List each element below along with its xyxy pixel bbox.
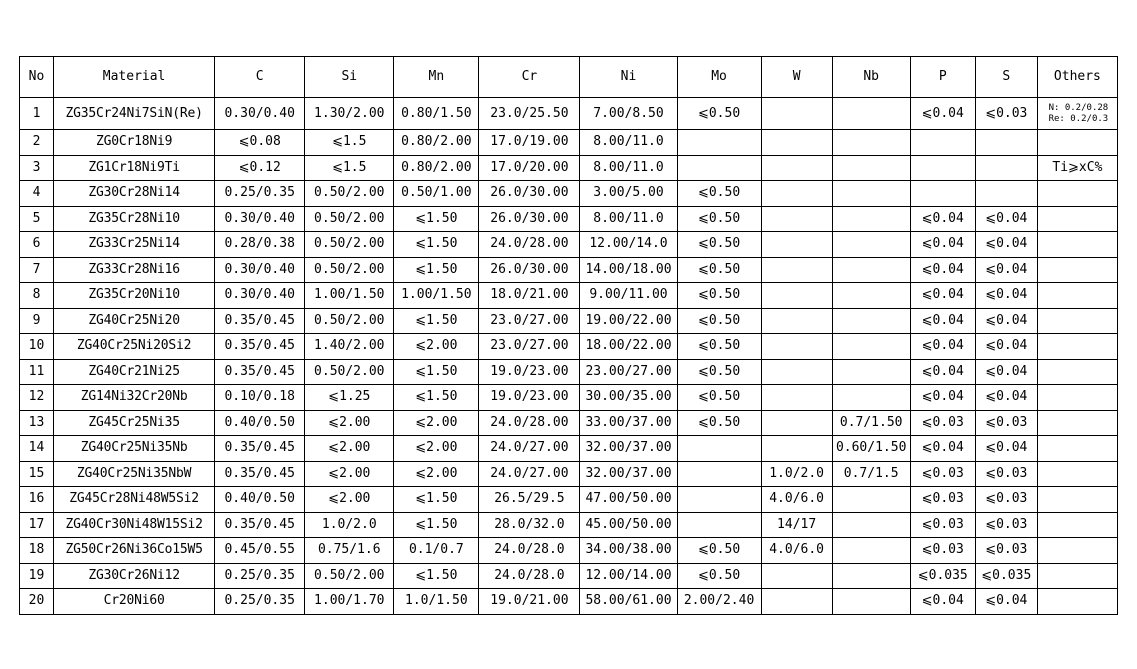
cell-ni: 12.00/14.0 — [580, 232, 677, 258]
cell-mo: ⩽0.50 — [677, 359, 761, 385]
table-row — [20, 130, 1118, 156]
cell-ni: 32.00/37.00 — [580, 436, 677, 462]
cell-no: 8 — [20, 283, 54, 309]
cell-s: ⩽0.04 — [975, 359, 1037, 385]
cell-mo: ⩽0.50 — [677, 308, 761, 334]
cell-others — [1037, 334, 1117, 360]
cell-mo — [677, 487, 761, 513]
cell-others — [1037, 181, 1117, 207]
cell-w — [761, 283, 832, 309]
cell-ni: 23.00/27.00 — [580, 359, 677, 385]
cell-cr: 19.0/23.00 — [479, 385, 580, 411]
cell-w — [761, 410, 832, 436]
cell-si: 1.00/1.50 — [305, 283, 394, 309]
cell-cr: 17.0/19.00 — [479, 130, 580, 156]
cell-no: 20 — [20, 589, 54, 615]
cell-si: 0.50/2.00 — [305, 359, 394, 385]
cell-p: ⩽0.04 — [910, 334, 975, 360]
cell-cr: 19.0/23.00 — [479, 359, 580, 385]
cell-w — [761, 155, 832, 181]
header-mn: Mn — [394, 57, 479, 98]
cell-s: ⩽0.03 — [975, 461, 1037, 487]
cell-no: 13 — [20, 410, 54, 436]
cell-ni: 14.00/18.00 — [580, 257, 677, 283]
others-note: N: 0.2/0.28 — [1048, 102, 1109, 113]
cell-mn: ⩽1.50 — [394, 206, 479, 232]
cell-material: ZG45Cr25Ni35 — [54, 410, 215, 436]
cell-s: ⩽0.04 — [975, 436, 1037, 462]
table-row — [20, 589, 1118, 615]
cell-material: ZG0Cr18Ni9 — [54, 130, 215, 156]
cell-cr: 18.0/21.00 — [479, 283, 580, 309]
cell-p — [910, 155, 975, 181]
cell-s: ⩽0.04 — [975, 232, 1037, 258]
cell-others — [1037, 283, 1117, 309]
cell-mn: 1.0/1.50 — [394, 589, 479, 615]
cell-c: 0.35/0.45 — [215, 334, 305, 360]
header-p: P — [910, 57, 975, 98]
cell-s: ⩽0.04 — [975, 334, 1037, 360]
table-row — [20, 410, 1118, 436]
cell-mo — [677, 436, 761, 462]
cell-p — [910, 130, 975, 156]
cell-nb — [832, 487, 910, 513]
header-s: S — [975, 57, 1037, 98]
cell-c: 0.25/0.35 — [215, 563, 305, 589]
cell-s: ⩽0.035 — [975, 563, 1037, 589]
cell-mo: ⩽0.50 — [677, 232, 761, 258]
cell-material: ZG14Ni32Cr20Nb — [54, 385, 215, 411]
cell-ni: 45.00/50.00 — [580, 512, 677, 538]
cell-mo: ⩽0.50 — [677, 206, 761, 232]
cell-w: 4.0/6.0 — [761, 487, 832, 513]
cell-si: ⩽1.25 — [305, 385, 394, 411]
cell-p: ⩽0.035 — [910, 563, 975, 589]
cell-cr: 28.0/32.0 — [479, 512, 580, 538]
table-row — [20, 436, 1118, 462]
cell-mn: 1.00/1.50 — [394, 283, 479, 309]
cell-w — [761, 257, 832, 283]
cell-c: 0.40/0.50 — [215, 487, 305, 513]
cell-c: 0.25/0.35 — [215, 589, 305, 615]
cell-cr: 17.0/20.00 — [479, 155, 580, 181]
cell-cr: 26.0/30.00 — [479, 257, 580, 283]
cell-si: ⩽2.00 — [305, 410, 394, 436]
cell-cr: 23.0/27.00 — [479, 308, 580, 334]
cell-material: ZG33Cr25Ni14 — [54, 232, 215, 258]
cell-s: ⩽0.03 — [975, 512, 1037, 538]
cell-ni: 33.00/37.00 — [580, 410, 677, 436]
cell-others — [1037, 563, 1117, 589]
cell-p: ⩽0.04 — [910, 359, 975, 385]
cell-material: ZG35Cr20Ni10 — [54, 283, 215, 309]
cell-nb: 0.60/1.50 — [832, 436, 910, 462]
cell-no: 19 — [20, 563, 54, 589]
header-c: C — [215, 57, 305, 98]
header-mo: Mo — [677, 57, 761, 98]
cell-cr: 24.0/28.0 — [479, 538, 580, 564]
cell-p: ⩽0.03 — [910, 410, 975, 436]
cell-others — [1037, 206, 1117, 232]
cell-w — [761, 308, 832, 334]
cell-material: ZG35Cr28Ni10 — [54, 206, 215, 232]
cell-si: 0.50/2.00 — [305, 232, 394, 258]
cell-ni: 8.00/11.0 — [580, 130, 677, 156]
cell-others — [1037, 589, 1117, 615]
cell-w — [761, 589, 832, 615]
header-no: No — [20, 57, 54, 98]
cell-mn: 0.50/1.00 — [394, 181, 479, 207]
cell-material: Cr20Ni60 — [54, 589, 215, 615]
cell-material: ZG50Cr26Ni36Co15W5 — [54, 538, 215, 564]
cell-mn: ⩽1.50 — [394, 308, 479, 334]
cell-mn: 0.80/2.00 — [394, 155, 479, 181]
cell-nb — [832, 257, 910, 283]
table-body — [20, 98, 1118, 615]
cell-ni: 8.00/11.0 — [580, 155, 677, 181]
cell-mn: ⩽1.50 — [394, 487, 479, 513]
cell-s: ⩽0.04 — [975, 385, 1037, 411]
cell-si: 1.0/2.0 — [305, 512, 394, 538]
table-row — [20, 257, 1118, 283]
cell-mn: ⩽2.00 — [394, 436, 479, 462]
cell-material: ZG33Cr28Ni16 — [54, 257, 215, 283]
cell-cr: 26.0/30.00 — [479, 181, 580, 207]
cell-s: ⩽0.04 — [975, 589, 1037, 615]
cell-nb — [832, 232, 910, 258]
cell-p: ⩽0.03 — [910, 461, 975, 487]
cell-material: ZG40Cr21Ni25 — [54, 359, 215, 385]
table-row — [20, 461, 1118, 487]
table-row — [20, 385, 1118, 411]
cell-cr: 19.0/21.00 — [479, 589, 580, 615]
header-cr: Cr — [479, 57, 580, 98]
cell-s: ⩽0.04 — [975, 283, 1037, 309]
cell-others — [1037, 359, 1117, 385]
cell-mn: ⩽1.50 — [394, 257, 479, 283]
cell-others — [1037, 487, 1117, 513]
cell-mo: ⩽0.50 — [677, 257, 761, 283]
cell-others — [1037, 461, 1117, 487]
cell-material: ZG40Cr25Ni35Nb — [54, 436, 215, 462]
cell-mn: ⩽1.50 — [394, 385, 479, 411]
cell-p: ⩽0.04 — [910, 385, 975, 411]
table-row — [20, 359, 1118, 385]
table-row — [20, 487, 1118, 513]
cell-w — [761, 334, 832, 360]
cell-no: 3 — [20, 155, 54, 181]
cell-mn: ⩽2.00 — [394, 410, 479, 436]
cell-ni: 47.00/50.00 — [580, 487, 677, 513]
cell-mo — [677, 461, 761, 487]
cell-no: 15 — [20, 461, 54, 487]
cell-si: 0.50/2.00 — [305, 257, 394, 283]
cell-c: 0.35/0.45 — [215, 436, 305, 462]
cell-others — [1037, 232, 1117, 258]
cell-material: ZG40Cr30Ni48W15Si2 — [54, 512, 215, 538]
cell-material: ZG30Cr26Ni12 — [54, 563, 215, 589]
cell-no: 6 — [20, 232, 54, 258]
cell-mo: ⩽0.50 — [677, 98, 761, 130]
cell-nb — [832, 181, 910, 207]
cell-material: ZG30Cr28Ni14 — [54, 181, 215, 207]
cell-p: ⩽0.03 — [910, 487, 975, 513]
cell-others — [1037, 98, 1117, 130]
cell-c: 0.35/0.45 — [215, 308, 305, 334]
cell-mo — [677, 512, 761, 538]
cell-no: 9 — [20, 308, 54, 334]
cell-c: 0.40/0.50 — [215, 410, 305, 436]
cell-mn: 0.80/1.50 — [394, 98, 479, 130]
cell-si: 0.50/2.00 — [305, 308, 394, 334]
cell-cr: 24.0/27.00 — [479, 461, 580, 487]
cell-no: 10 — [20, 334, 54, 360]
cell-no: 2 — [20, 130, 54, 156]
cell-nb — [832, 385, 910, 411]
header-ni: Ni — [580, 57, 677, 98]
cell-mn: ⩽2.00 — [394, 461, 479, 487]
cell-others — [1037, 385, 1117, 411]
cell-material: ZG45Cr28Ni48W5Si2 — [54, 487, 215, 513]
cell-others — [1037, 436, 1117, 462]
cell-ni: 7.00/8.50 — [580, 98, 677, 130]
cell-w — [761, 232, 832, 258]
cell-mo: 2.00/2.40 — [677, 589, 761, 615]
cell-no: 1 — [20, 98, 54, 130]
cell-c: 0.45/0.55 — [215, 538, 305, 564]
cell-nb — [832, 283, 910, 309]
cell-si: ⩽1.5 — [305, 155, 394, 181]
cell-c: ⩽0.12 — [215, 155, 305, 181]
cell-w — [761, 436, 832, 462]
cell-no: 11 — [20, 359, 54, 385]
cell-si: 0.75/1.6 — [305, 538, 394, 564]
cell-si: 1.40/2.00 — [305, 334, 394, 360]
cell-cr: 26.5/29.5 — [479, 487, 580, 513]
header-others: Others — [1037, 57, 1117, 98]
cell-nb: 0.7/1.50 — [832, 410, 910, 436]
cell-ni: 3.00/5.00 — [580, 181, 677, 207]
cell-c: ⩽0.08 — [215, 130, 305, 156]
cell-p: ⩽0.04 — [910, 436, 975, 462]
cell-s: ⩽0.04 — [975, 308, 1037, 334]
cell-ni: 34.00/38.00 — [580, 538, 677, 564]
cell-others: Ti⩾xC% — [1037, 155, 1117, 181]
cell-p: ⩽0.04 — [910, 308, 975, 334]
cell-s — [975, 181, 1037, 207]
cell-cr: 26.0/30.00 — [479, 206, 580, 232]
cell-cr: 24.0/28.00 — [479, 232, 580, 258]
cell-no: 14 — [20, 436, 54, 462]
cell-material: ZG40Cr25Ni35NbW — [54, 461, 215, 487]
cell-c: 0.25/0.35 — [215, 181, 305, 207]
cell-mo: ⩽0.50 — [677, 563, 761, 589]
cell-s: ⩽0.03 — [975, 538, 1037, 564]
cell-c: 0.30/0.40 — [215, 206, 305, 232]
cell-p: ⩽0.03 — [910, 512, 975, 538]
cell-p: ⩽0.04 — [910, 232, 975, 258]
cell-c: 0.30/0.40 — [215, 283, 305, 309]
cell-ni: 58.00/61.00 — [580, 589, 677, 615]
table-header-row — [20, 57, 1118, 98]
cell-cr: 23.0/25.50 — [479, 98, 580, 130]
table-row — [20, 308, 1118, 334]
cell-no: 16 — [20, 487, 54, 513]
cell-ni: 9.00/11.00 — [580, 283, 677, 309]
cell-s — [975, 155, 1037, 181]
table-row — [20, 563, 1118, 589]
cell-w — [761, 130, 832, 156]
cell-s: ⩽0.04 — [975, 257, 1037, 283]
cell-c: 0.10/0.18 — [215, 385, 305, 411]
table-row — [20, 334, 1118, 360]
table-row — [20, 181, 1118, 207]
cell-p: ⩽0.04 — [910, 206, 975, 232]
cell-c: 0.30/0.40 — [215, 98, 305, 130]
cell-cr: 24.0/28.00 — [479, 410, 580, 436]
cell-material: ZG40Cr25Ni20 — [54, 308, 215, 334]
cell-nb — [832, 155, 910, 181]
cell-ni: 32.00/37.00 — [580, 461, 677, 487]
cell-cr: 23.0/27.00 — [479, 334, 580, 360]
cell-mn: 0.80/2.00 — [394, 130, 479, 156]
cell-others — [1037, 130, 1117, 156]
cell-c: 0.35/0.45 — [215, 512, 305, 538]
table-row — [20, 206, 1118, 232]
cell-mn: ⩽1.50 — [394, 359, 479, 385]
cell-others — [1037, 308, 1117, 334]
cell-nb — [832, 308, 910, 334]
cell-mn: ⩽1.50 — [394, 512, 479, 538]
cell-s: ⩽0.04 — [975, 206, 1037, 232]
cell-w: 14/17 — [761, 512, 832, 538]
cell-ni: 18.00/22.00 — [580, 334, 677, 360]
cell-others — [1037, 538, 1117, 564]
cell-material: ZG35Cr24Ni7SiN(Re) — [54, 98, 215, 130]
cell-si: 0.50/2.00 — [305, 563, 394, 589]
cell-mn: ⩽2.00 — [394, 334, 479, 360]
cell-mo: ⩽0.50 — [677, 538, 761, 564]
cell-w — [761, 98, 832, 130]
cell-w: 4.0/6.0 — [761, 538, 832, 564]
cell-p: ⩽0.04 — [910, 98, 975, 130]
cell-cr: 24.0/28.0 — [479, 563, 580, 589]
cell-no: 5 — [20, 206, 54, 232]
cell-ni: 12.00/14.00 — [580, 563, 677, 589]
cell-si: 1.30/2.00 — [305, 98, 394, 130]
cell-nb — [832, 206, 910, 232]
cell-material: ZG1Cr18Ni9Ti — [54, 155, 215, 181]
cell-nb — [832, 589, 910, 615]
cell-nb — [832, 538, 910, 564]
cell-p: ⩽0.04 — [910, 589, 975, 615]
cell-mo: ⩽0.50 — [677, 181, 761, 207]
cell-mo: ⩽0.50 — [677, 385, 761, 411]
cell-mn: ⩽1.50 — [394, 232, 479, 258]
header-material: Material — [54, 57, 215, 98]
cell-w — [761, 206, 832, 232]
cell-si: ⩽2.00 — [305, 461, 394, 487]
cell-material: ZG40Cr25Ni20Si2 — [54, 334, 215, 360]
cell-no: 12 — [20, 385, 54, 411]
cell-others — [1037, 410, 1117, 436]
cell-nb — [832, 98, 910, 130]
cell-s: ⩽0.03 — [975, 98, 1037, 130]
table-row — [20, 538, 1118, 564]
cell-mo: ⩽0.50 — [677, 334, 761, 360]
cell-others — [1037, 257, 1117, 283]
table-row — [20, 512, 1118, 538]
cell-p: ⩽0.04 — [910, 257, 975, 283]
cell-nb — [832, 512, 910, 538]
cell-c: 0.30/0.40 — [215, 257, 305, 283]
header-nb: Nb — [832, 57, 910, 98]
cell-others — [1037, 512, 1117, 538]
cell-nb — [832, 563, 910, 589]
header-w: W — [761, 57, 832, 98]
table-row — [20, 232, 1118, 258]
cell-si: ⩽2.00 — [305, 436, 394, 462]
cell-mo — [677, 130, 761, 156]
cell-no: 4 — [20, 181, 54, 207]
cell-cr: 24.0/27.00 — [479, 436, 580, 462]
others-note: Re: 0.2/0.3 — [1048, 113, 1109, 124]
cell-no: 18 — [20, 538, 54, 564]
cell-mo: ⩽0.50 — [677, 283, 761, 309]
cell-si: 0.50/2.00 — [305, 181, 394, 207]
cell-mn: ⩽1.50 — [394, 563, 479, 589]
cell-nb — [832, 359, 910, 385]
cell-w: 1.0/2.0 — [761, 461, 832, 487]
cell-c: 0.35/0.45 — [215, 461, 305, 487]
cell-c: 0.35/0.45 — [215, 359, 305, 385]
cell-s — [975, 130, 1037, 156]
cell-p: ⩽0.03 — [910, 538, 975, 564]
cell-nb — [832, 130, 910, 156]
cell-nb: 0.7/1.5 — [832, 461, 910, 487]
cell-w — [761, 359, 832, 385]
cell-c: 0.28/0.38 — [215, 232, 305, 258]
cell-w — [761, 385, 832, 411]
cell-si: ⩽2.00 — [305, 487, 394, 513]
cell-p — [910, 181, 975, 207]
cell-mo — [677, 155, 761, 181]
cell-si: 0.50/2.00 — [305, 206, 394, 232]
cell-s: ⩽0.03 — [975, 410, 1037, 436]
cell-mn: 0.1/0.7 — [394, 538, 479, 564]
cell-si: ⩽1.5 — [305, 130, 394, 156]
cell-nb — [832, 334, 910, 360]
cell-mo: ⩽0.50 — [677, 410, 761, 436]
cell-p: ⩽0.04 — [910, 283, 975, 309]
alloy-composition-table — [19, 56, 1118, 615]
cell-ni: 30.00/35.00 — [580, 385, 677, 411]
cell-w — [761, 563, 832, 589]
header-si: Si — [305, 57, 394, 98]
cell-no: 7 — [20, 257, 54, 283]
table-row — [20, 155, 1118, 181]
cell-ni: 8.00/11.0 — [580, 206, 677, 232]
cell-s: ⩽0.03 — [975, 487, 1037, 513]
cell-w — [761, 181, 832, 207]
table-row — [20, 98, 1118, 130]
table-row — [20, 283, 1118, 309]
cell-si: 1.00/1.70 — [305, 589, 394, 615]
cell-no: 17 — [20, 512, 54, 538]
cell-ni: 19.00/22.00 — [580, 308, 677, 334]
